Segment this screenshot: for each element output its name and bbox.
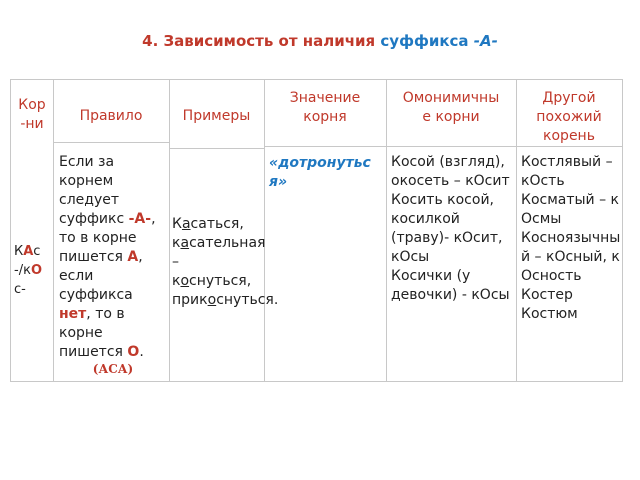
homonym-item: Косички (у девочки) - кОсы	[391, 268, 510, 303]
header-other-root: Другой похожий корень	[536, 90, 602, 144]
page-title	[0, 32, 640, 50]
header-meaning: Значение корня	[289, 90, 361, 125]
examples-cell: Касаться, касательная – коснуться, прикоснуться.	[172, 216, 279, 308]
header-examples: Примеры	[182, 108, 251, 124]
rule-note: (АСА)	[92, 362, 134, 376]
other-root-item: Костер	[521, 287, 573, 303]
other-root-item: Костюм	[521, 306, 578, 322]
rules-table	[10, 79, 623, 382]
other-root-item: Косматый – кОсмы	[521, 192, 620, 227]
header-root: Кор -ни	[18, 97, 46, 132]
title-suffix-word: суффикса	[380, 32, 474, 50]
other-root-cell	[521, 153, 621, 324]
header-homonyms: Омонимичны е корни	[402, 90, 500, 125]
meaning-cell: «дотронуться»	[269, 155, 371, 190]
root-cell: КАс -/кО с-	[14, 244, 42, 297]
title-text: 4. Зависимость от наличия	[142, 32, 381, 50]
other-root-item: Косноязычный – кОсный, кОсность	[521, 230, 621, 284]
header-rule: Правило	[79, 108, 143, 124]
rule-cell: Если за корнем следует суффикс -А-, то в корне пишется А, если суффикса нет, то в корне пишется О. (АСА)	[59, 154, 156, 376]
homonym-item: Косить косой, косилкой (траву)- кОсит, кОсы	[391, 192, 503, 265]
other-root-item: Костлявый – кОсть	[521, 154, 613, 189]
homonyms-cell	[391, 153, 515, 305]
homonym-item: Косой (взгляд), окосеть – кОсит	[391, 154, 510, 189]
title-suffix: -А-	[473, 32, 498, 50]
